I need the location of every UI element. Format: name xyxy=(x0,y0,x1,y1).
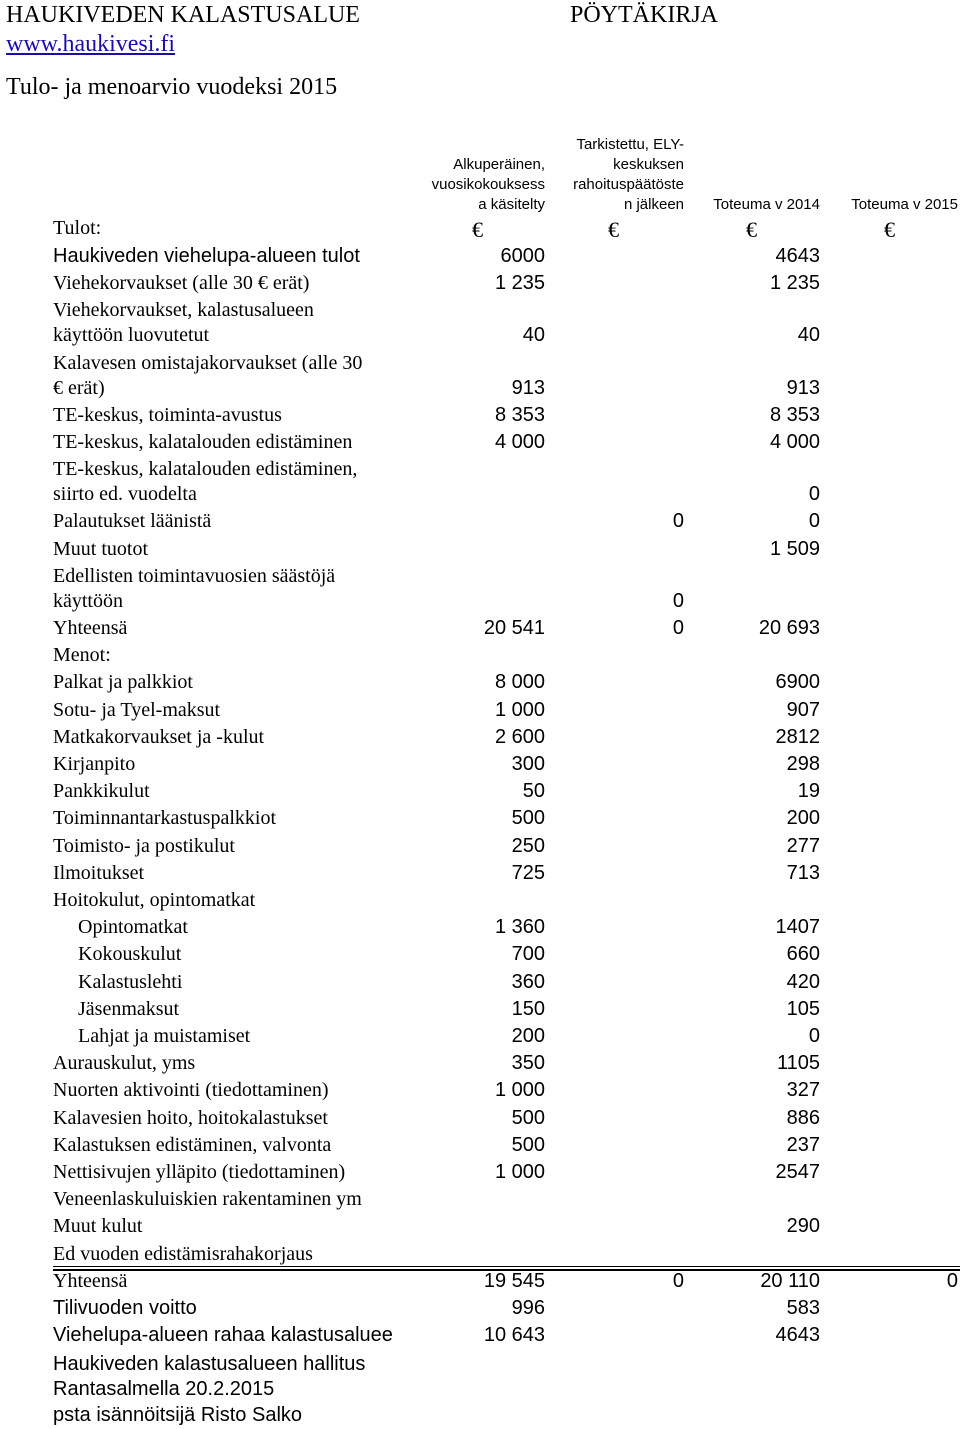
expense-row-label: Sotu- ja Tyel-maksut xyxy=(53,698,221,721)
expense-row-label: Muut kulut xyxy=(53,1215,143,1238)
value-c1: 360 xyxy=(511,970,545,993)
value-c3: 327 xyxy=(786,1079,820,1102)
value-c1: 500 xyxy=(511,1106,545,1129)
value-c1: 250 xyxy=(511,834,545,857)
expense-row-label: Lahjat ja muistamiset xyxy=(78,1025,251,1047)
value-c3: 8 353 xyxy=(769,403,820,426)
income-row-label: käyttöön xyxy=(53,589,123,612)
expense-row-label: Veneenlaskuluiskien rakentaminen ym xyxy=(53,1188,362,1211)
euro-sign-c1: € xyxy=(472,217,483,242)
value-c1: 19 545 xyxy=(483,1270,545,1292)
value-c1: 200 xyxy=(511,1025,545,1047)
value-c3: 420 xyxy=(786,970,820,993)
value-c1: 1 235 xyxy=(494,272,545,295)
total-rule-top xyxy=(53,1266,960,1267)
value-c2: 0 xyxy=(672,1270,684,1292)
income-row-label: € erät) xyxy=(53,376,105,399)
value-c1: 50 xyxy=(522,780,545,803)
value-c3: 277 xyxy=(786,834,820,857)
column-header-actual-2014: Toteuma v 2014 xyxy=(713,196,820,213)
column-header-revised: Tarkistettu, ELY- keskuksen rahoituspäätöste n jälkeen xyxy=(573,136,684,213)
expense-row-label: Jäsenmaksut xyxy=(78,997,180,1020)
value-c1: 725 xyxy=(511,861,545,884)
expense-row-label: Palkat ja palkkiot xyxy=(53,671,193,694)
document-type: PÖYTÄKIRJA xyxy=(570,2,719,28)
value-c4: 0 xyxy=(946,1270,958,1292)
value-c3: 2547 xyxy=(775,1161,820,1183)
value-c3: 4643 xyxy=(775,1324,820,1347)
value-c1: 8 353 xyxy=(494,403,545,426)
value-c1: 2 600 xyxy=(494,725,545,748)
income-row-label: Haukiveden viehelupa-alueen tulot xyxy=(53,245,360,267)
footer-line: Rantasalmella 20.2.2015 xyxy=(53,1378,275,1401)
value-c1: 1 000 xyxy=(494,1079,545,1102)
value-c1: 913 xyxy=(511,376,545,399)
value-c1: 350 xyxy=(511,1052,545,1075)
value-c3: 2812 xyxy=(775,725,820,748)
value-c3: 0 xyxy=(808,483,820,506)
value-c3: 713 xyxy=(786,861,820,884)
result-row-label: Viehelupa-alueen rahaa kalastusaluee xyxy=(53,1324,393,1347)
value-c3: 0 xyxy=(808,1025,820,1047)
income-row-label: TE-keskus, toiminta-avustus xyxy=(53,403,282,426)
value-c3: 20 693 xyxy=(758,617,820,639)
value-c1: 6000 xyxy=(500,245,545,267)
value-c1: 996 xyxy=(511,1297,545,1320)
value-c3: 886 xyxy=(786,1106,820,1129)
expense-row-label: Opintomatkat xyxy=(78,916,188,939)
organization-name: HAUKIVEDEN KALASTUSALUE xyxy=(6,2,360,28)
value-c1: 4 000 xyxy=(494,431,545,453)
expense-row-label: Hoitokulut, opintomatkat xyxy=(53,889,256,911)
footer-line: psta isännöitsijä Risto Salko xyxy=(53,1403,303,1426)
income-row-label: Muut tuotot xyxy=(53,537,149,560)
value-c1: 500 xyxy=(511,1133,545,1156)
value-c3: 4 000 xyxy=(769,431,820,453)
value-c3: 583 xyxy=(786,1297,820,1320)
value-c1: 150 xyxy=(511,997,545,1020)
value-c3: 19 xyxy=(797,780,820,803)
expense-row-label: Matkakorvaukset ja -kulut xyxy=(53,725,265,748)
result-row-label: Tilivuoden voitto xyxy=(53,1297,197,1320)
value-c3: 200 xyxy=(786,807,820,830)
expense-row-label: Kalastuksen edistäminen, valvonta xyxy=(53,1133,332,1156)
value-c3: 237 xyxy=(786,1133,820,1156)
value-c2: 0 xyxy=(672,617,684,639)
income-row-label: käyttöön luovutetut xyxy=(53,324,210,347)
income-row-label: Edellisten toimintavuosien säästöjä xyxy=(53,564,336,587)
income-row-label: Viehekorvaukset, kalastusalueen xyxy=(53,299,314,322)
income-heading: Tulot: xyxy=(53,217,102,239)
value-c2: 0 xyxy=(672,510,684,533)
value-c1: 20 541 xyxy=(483,617,545,639)
expense-row-label: Aurauskulut, yms xyxy=(53,1052,196,1075)
value-c3: 1105 xyxy=(776,1052,820,1075)
income-row-label: TE-keskus, kalatalouden edistäminen xyxy=(53,431,353,453)
value-c1: 40 xyxy=(522,324,545,347)
value-c3: 40 xyxy=(797,324,820,347)
value-c3: 913 xyxy=(786,376,820,399)
column-header-original: Alkuperäinen, vuosikokouksess a käsitelty xyxy=(431,156,545,213)
value-c1: 500 xyxy=(511,807,545,830)
value-c1: 1 360 xyxy=(494,916,545,939)
expense-row-label: Kalavesien hoito, hoitokalastukset xyxy=(53,1106,328,1129)
expense-row-label: Kokouskulut xyxy=(78,943,182,966)
euro-sign-c4: € xyxy=(884,217,895,242)
value-c3: 1 509 xyxy=(769,537,820,560)
value-c1: 300 xyxy=(511,753,545,775)
expense-row-label: Pankkikulut xyxy=(53,780,150,803)
income-row-label: TE-keskus, kalatalouden edistäminen, xyxy=(53,458,358,481)
income-total-label: Yhteensä xyxy=(53,617,128,639)
column-header-actual-2015: Toteuma v 2015 xyxy=(851,196,958,213)
expense-row-label: Kalastuslehti xyxy=(78,970,183,993)
value-c3: 290 xyxy=(786,1215,820,1238)
document-title: Tulo- ja menoarvio vuodeksi 2015 xyxy=(6,74,338,100)
income-row-label: Kalavesen omistajakorvaukset (alle 30 xyxy=(53,351,363,374)
expense-row-label: Toiminnantarkastuspalkkiot xyxy=(53,807,277,830)
value-c3: 4643 xyxy=(775,245,820,267)
income-row-label: Viehekorvaukset (alle 30 € erät) xyxy=(53,272,310,295)
value-c3: 298 xyxy=(786,753,820,775)
euro-sign-c2: € xyxy=(608,217,619,242)
website-link[interactable]: www.haukivesi.fi xyxy=(6,31,176,57)
income-row-label: siirto ed. vuodelta xyxy=(53,483,197,506)
value-c3: 105 xyxy=(786,997,820,1020)
value-c3: 660 xyxy=(786,943,820,966)
income-row-label: Palautukset läänistä xyxy=(53,510,212,533)
value-c1: 700 xyxy=(511,943,545,966)
expense-row-label: Ed vuoden edistämisrahakorjaus xyxy=(53,1242,313,1265)
euro-sign-c3: € xyxy=(746,217,757,242)
value-c3: 6900 xyxy=(775,671,820,694)
value-c3: 1 235 xyxy=(769,272,820,295)
value-c1: 10 643 xyxy=(483,1324,545,1347)
value-c3: 1407 xyxy=(775,916,820,939)
expense-row-label: Nuorten aktivointi (tiedottaminen) xyxy=(53,1079,329,1102)
value-c1: 1 000 xyxy=(494,698,545,721)
value-c3: 20 110 xyxy=(760,1270,820,1292)
expense-row-label: Nettisivujen ylläpito (tiedottaminen) xyxy=(53,1161,346,1183)
value-c3: 907 xyxy=(786,698,820,721)
value-c1: 1 000 xyxy=(494,1161,545,1183)
expense-total-label: Yhteensä xyxy=(53,1270,128,1292)
expense-row-label: Ilmoitukset xyxy=(53,861,145,884)
expense-row-label: Toimisto- ja postikulut xyxy=(53,834,235,857)
value-c3: 0 xyxy=(808,510,820,533)
total-rule-double xyxy=(53,1269,960,1271)
footer-line: Haukiveden kalastusalueen hallitus xyxy=(53,1352,366,1375)
expense-row-label: Kirjanpito xyxy=(53,753,136,775)
expense-heading: Menot: xyxy=(53,644,111,667)
value-c2: 0 xyxy=(672,589,684,612)
value-c1: 8 000 xyxy=(494,671,545,694)
